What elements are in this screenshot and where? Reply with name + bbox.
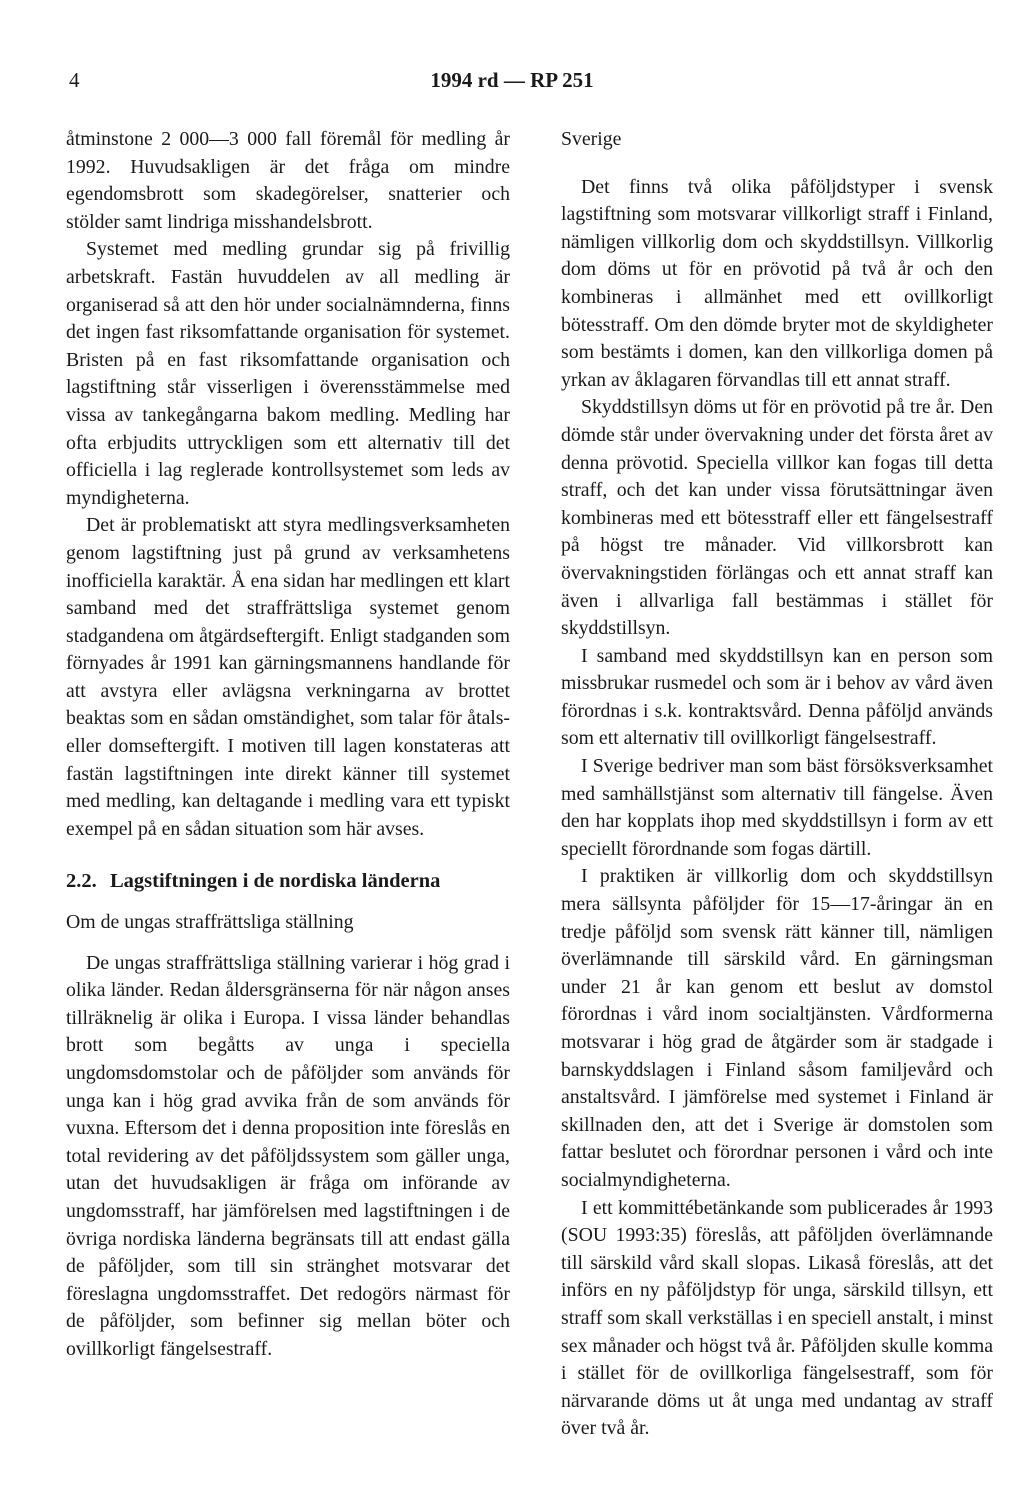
- running-head: 1994 rd — RP 251: [430, 68, 594, 92]
- paragraph: Skyddstillsyn döms ut för en prövotid på tre år. Den dömde står under övervakning under det första året av denna prövotid. Speciella villkor kan fogas till detta straff, och det kan under vissa förutsättningar även kombineras med ett bötesstraff eller ett fängelsestraff på högst tre månader. Vid villkorsbrott kan övervakningstiden förlängas och ett annat straff kan även i allvarliga fall bestämmas i stället för skyddstillsyn.: [561, 396, 993, 640]
- paragraph: I samband med skyddstillsyn kan en person som missbrukar rusmedel och som är i behov av vård även förordnas i s.k. kontraktsvård. Denna påföljd används som ett alternativ till ovillkorligt fängelsestraff.: [561, 644, 993, 750]
- subheading: Om de ungas straffrättsliga ställning: [66, 911, 354, 934]
- section-title: Lagstiftningen i de nordiska länderna: [110, 870, 441, 893]
- section-heading: [66, 868, 510, 896]
- paragraph: åtminstone 2 000—3 000 fall föremål för medling år 1992. Huvudsakligen är det fråga om mindre egendomsbrott som skadegörelser, snatterier och stölder samt lindriga misshandelsbrott.: [66, 128, 510, 233]
- right-column: [561, 126, 993, 1443]
- paragraph: Systemet med medling grundar sig på frivillig arbetskraft. Fastän huvuddelen av all medling är organiserad så att den hör under socialnämnderna, finns det ingen fast riksomfattande organisation för systemet. Bristen på en fast riksomfattande organisation och lagstiftning står visserligen i överensstämmelse med vissa av tankegångarna bakom medling. Medling har ofta erbjudits uttryckligen som ett alternativ till det officiella i lag reglerade kontrollsystemet som leds av myndigheterna.: [66, 238, 510, 509]
- paragraph: I Sverige bedriver man som bäst försöksverksamhet med samhällstjänst som alternativ till fängelse. Även den har kopplats ihop med skyddstillsyn i form av ett speciellt förordnande som fogas därtill.: [561, 755, 993, 860]
- paragraph: I ett kommittébetänkande som publicerades år 1993 (SOU 1993:35) föreslås, att påföljden överlämnande till särskild vård skall slopas. Likaså föreslås, att det införs en ny påföljdstyp för unga, särskild tillsyn, ett straff som skall verkställas i en speciell anstalt, i minst sex månader och högst två år. Påföljden skulle komma i stället för de ovillkorliga fängelsestraff, som för närvarande döms ut åt unga med undantag av straff över två år.: [561, 1196, 993, 1440]
- paragraph: Det finns två olika påföljdstyper i svensk lagstiftning som motsvarar villkorligt straff i Finland, nämligen villkorlig dom och skyddstillsyn. Villkorlig dom döms ut för en prövotid på två år och den kombineras i allmänhet med ett ovillkorligt bötesstraff. Om den dömde bryter mot de skyldigheter som bestämts i domen, kan den villkorliga domen på yrkan av åklagaren förvandlas till ett annat straff.: [561, 175, 993, 391]
- left-column: [66, 126, 510, 1364]
- page-number: 4: [69, 68, 80, 92]
- paragraph: De ungas straffrättsliga ställning varierar i hög grad i olika länder. Redan åldersgränserna för när någon anses tillräknelig är olika i Europa. I vissa länder behandlas brott som begåtts av unga i speciella ungdomsdomstolar och de påföljder som används för unga kan i hög grad avvika från de som används för vuxna. Eftersom det i denna proposition inte föreslås en total revidering av det påföljdssystem som gäller unga, utan det huvudsakligen är fråga om införande av ungdomsstraff, har jämförelsen med lagstiftningen i de övriga nordiska länderna begränsats till att endast gälla de påföljder, som till sin stränghet motsvarar det föreslagna ungdomsstraffet. Det redogörs närmast för de påföljder, som befinner sig mellan böter och ovillkorligt fängelsestraff.: [66, 951, 510, 1360]
- section-number: 2.2.: [66, 870, 97, 893]
- country-heading: Sverige: [561, 128, 622, 150]
- paragraph: I praktiken är villkorlig dom och skyddstillsyn mera sällsynta påföljder för 15—17-åringar än en tredje påföljd som svensk rätt känner till, nämligen överlämnande till särskild vård. En gärningsman under 21 år kan genom ett beslut av domstol förordnas i vård inom socialtjänsten. Vårdformerna motsvarar i hög grad de åtgärder som är stadgade i barnskyddslagen i Finland såsom familjevård och anstaltsvård. I jämförelse med systemet i Finland är skillnaden den, att det i Sverige är domstolen som fattar beslutet och förordnar personen i vård och inte socialmyndigheterna.: [561, 865, 993, 1191]
- paragraph: Det är problematiskt att styra medlingsverksamheten genom lagstiftning just på grund av verksamhetens inofficiella karaktär. Å ena sidan har medlingen ett klart samband med det straffrättsliga systemet genom stadgandena om åtgärdseftergift. Enligt stadganden som förnyades år 1991 kan gärningsmannens handlande för att avstyra eller avlägsna verkningarna av brottet beaktas som en sådan omständighet, som talar för åtals- eller domseftergift. I motiven till lagen konstateras att fastän lagstiftningen inte direkt känner till systemet med medling, kan deltagande i medling vara ett typiskt exempel på en sådan situation som här avses.: [66, 514, 510, 840]
